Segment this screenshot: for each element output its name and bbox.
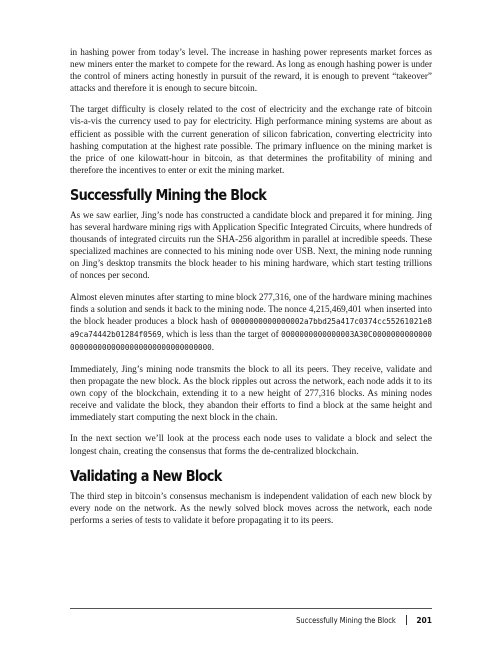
paragraph: The third step in bitcoin’s consensus mechanism is independent validation of each new block by every node on the network. As the newly solved block moves across the network, each node performs a series of tests to validate it before propagating it to its peers. <box>70 490 432 525</box>
section-heading: Validating a New Block <box>70 466 222 485</box>
text-span: , which is less than the target of <box>161 328 282 339</box>
text-span: Almost eleven minutes after starting to mine block 277,316, one of the hardware mining machines finds a solution and sends it back to the mining node. The nonce 4,215,469,401 when inserted into the block header produces a block hash of <box>70 291 432 326</box>
text-span: . <box>211 341 215 352</box>
paragraph: Immediately, Jing’s mining node transmits the block to all its peers. They receive, validate and then propagate the new block. As the block ripples out across the network, each node adds it to its own copy of the blockchain, extending it to a new height of 277,316 blocks. As mining nodes receive and validate the block, they abandon their efforts to find a block at the same height and immediately start computing the next block in the chain. <box>70 363 432 423</box>
section-heading: Successfully Mining the Block <box>70 185 267 204</box>
footer-divider <box>406 615 407 625</box>
paragraph: in hashing power from today’s level. The increase in hashing power represents market forces as new miners enter the market to compete for the reward. As long as enough hashing power is under the control of miners acting honestly in pursuit of the reward, it is enough to prevent “takeover” attacks and therefore it is enough to secure bitcoin. <box>70 47 432 94</box>
block-hash: 0000000000000002a7bbd25a417c0374cc55261021e8a9ca74442b01284f0569 <box>70 316 432 339</box>
paragraph: The target difficulty is closely related to the cost of electricity and the exchange rate of bitcoin vis-a-vis the currency used to pay for electricity. High performance mining systems are about as efficient as possible with the current generation of silicon fabrication, converting electricity into hashing computation at the highest rate possible. The primary influence on the mining market is the price of one kilowatt-hour in bitcoin, as that determines the profitability of mining and therefore the incentives to enter or exit the mining market. <box>70 104 432 175</box>
paragraph: As we saw earlier, Jing’s node has constructed a candidate block and prepared it for mining. Jing has several hardware mining rigs with Application Specific Integrated Circuits, where hundreds of thousands of integrated circuits run the SHA-256 algorithm in parallel at incredible speeds. These specialized machines are connected to his mining node over USB. Next, the mining node running on Jing’s desktop transmits the block header to his mining hardware, which start testing trillions of nonces per second. <box>70 209 432 281</box>
footer-section-title: Successfully Mining the Block <box>295 615 396 625</box>
page-footer <box>70 608 432 629</box>
paragraph: In the next section we’ll look at the process each node uses to validate a block and select the longest chain, creating the consensus that forms the de-centralized blockchain. <box>70 433 432 456</box>
page-body <box>70 46 432 535</box>
page-number: 201 <box>416 615 432 625</box>
target-hash: 0000000000000003A30C00000000000000000000000000000000000000000000 <box>70 329 432 352</box>
paragraph-with-hash <box>70 291 432 354</box>
